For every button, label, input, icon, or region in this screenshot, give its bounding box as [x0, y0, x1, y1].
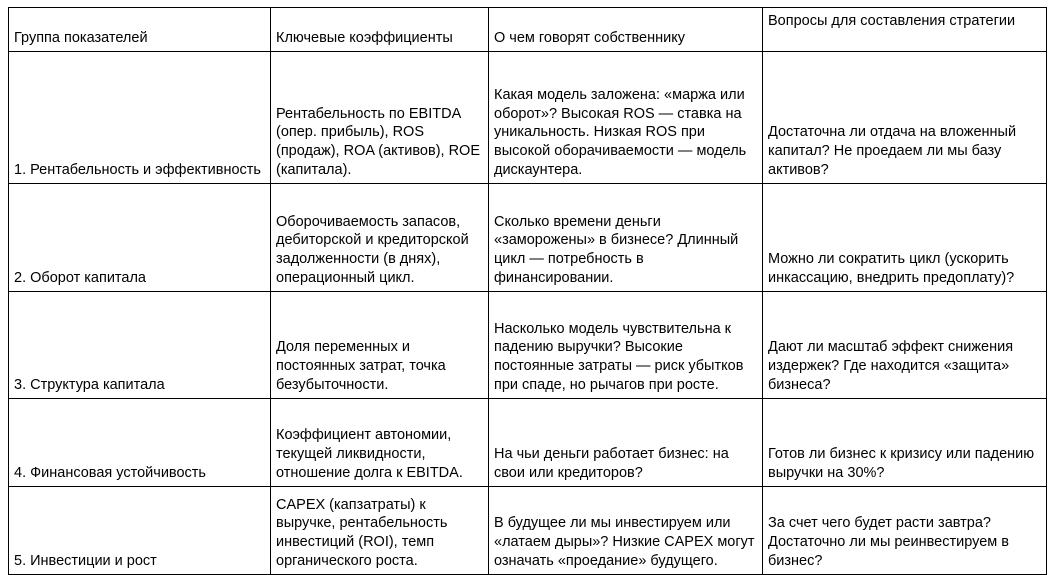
table-row: [9, 184, 1047, 292]
cell-group-1: 1. Рентабельность и эффективность: [9, 52, 271, 184]
cell-meaning-4: На чьи деньги работает бизнес: на свои или кредиторов?: [489, 399, 763, 487]
column-header-ratios: Ключевые коэффициенты: [271, 8, 489, 52]
cell-meaning-1: Какая модель заложена: «маржа или оборот»? Высокая ROS — ставка на уникальность. Низкая ROS при высокой оборачиваемости — модель дискаунтера.: [489, 52, 763, 184]
financial-metrics-table: [8, 7, 1047, 575]
cell-group-4: 4. Финансовая устойчивость: [9, 399, 271, 487]
cell-group-5: 5. Инвестиции и рост: [9, 487, 271, 575]
cell-questions-2: Можно ли сократить цикл (ускорить инкассацию, внедрить предоплату)?: [763, 184, 1047, 292]
table-row: [9, 52, 1047, 184]
cell-ratios-2: Оборочиваемость запасов, дебиторской и кредиторской задолженности (в днях), операционный цикл.: [271, 184, 489, 292]
cell-ratios-3: Доля переменных и постоянных затрат, точка безубыточности.: [271, 292, 489, 399]
cell-ratios-1: Рентабельность по EBITDA (опер. прибыль), ROS (продаж), ROA (активов), ROE (капитала).: [271, 52, 489, 184]
table-row: [9, 487, 1047, 575]
cell-questions-5: За счет чего будет расти завтра? Достаточно ли мы реинвестируем в бизнес?: [763, 487, 1047, 575]
table-row: [9, 292, 1047, 399]
column-header-meaning: О чем говорят собственнику: [489, 8, 763, 52]
table-body: [9, 52, 1047, 575]
cell-questions-4: Готов ли бизнес к кризису или падению выручки на 30%?: [763, 399, 1047, 487]
cell-ratios-4: Коэффициент автономии, текущей ликвидности, отношение долга к EBITDA.: [271, 399, 489, 487]
cell-questions-3: Дают ли масштаб эффект снижения издержек? Где находится «защита» бизнеса?: [763, 292, 1047, 399]
cell-meaning-3: Насколько модель чувствительна к падению выручки? Высокие постоянные затраты — риск убытков при спаде, но рычагов при росте.: [489, 292, 763, 399]
column-header-questions: Вопросы для составления стратегии: [763, 8, 1047, 52]
cell-group-2: 2. Оборот капитала: [9, 184, 271, 292]
table-row: [9, 399, 1047, 487]
cell-group-3: 3. Структура капитала: [9, 292, 271, 399]
cell-meaning-5: В будущее ли мы инвестируем или «латаем дыры»? Низкие CAPEX могут означать «проедание» будущего.: [489, 487, 763, 575]
cell-meaning-2: Сколько времени деньги «заморожены» в бизнесе? Длинный цикл — потребность в финансировании.: [489, 184, 763, 292]
cell-questions-1: Достаточна ли отдача на вложенный капитал? Не проедаем ли мы базу активов?: [763, 52, 1047, 184]
table-header: [9, 8, 1047, 52]
table-header-row: [9, 8, 1047, 52]
cell-ratios-5: CAPEX (капзатраты) к выручке, рентабельность инвестиций (ROI), темп органического роста.: [271, 487, 489, 575]
column-header-group: Группа показателей: [9, 8, 271, 52]
